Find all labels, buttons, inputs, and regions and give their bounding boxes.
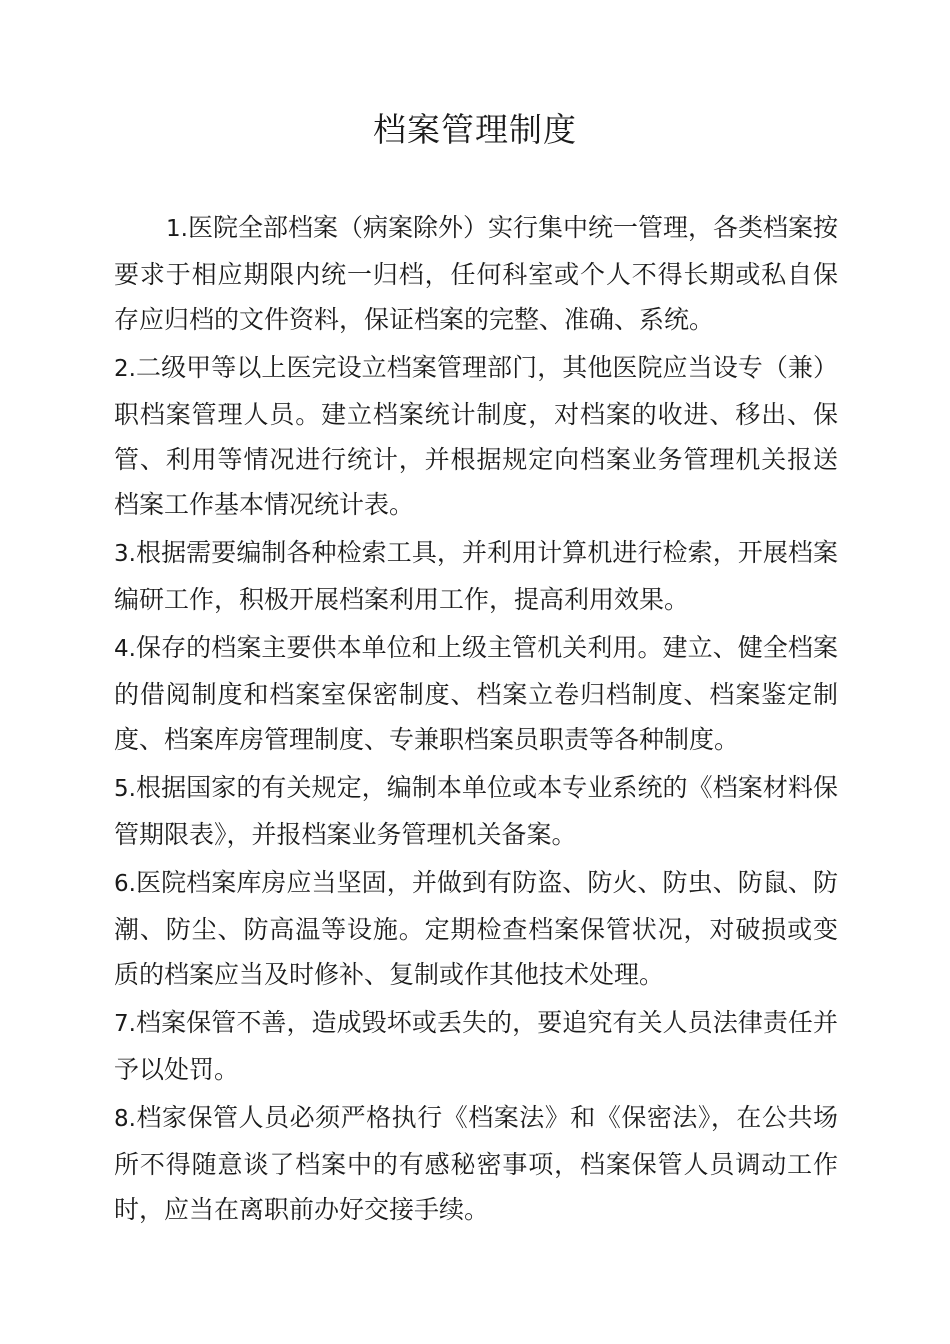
document-title: 档案管理制度	[373, 110, 577, 149]
paragraph-8	[114, 1095, 838, 1232]
paragraph-7	[114, 1000, 838, 1092]
paragraph-text: 医院档案库房应当坚固，并做到有防盗、防火、防虫、防鼠、防潮、防尘、防高温等设施。定期检查档案保管状况，对破损或变质的档案应当及时修补、复制或作其他技术处理。	[114, 868, 838, 989]
paragraph-text: 医院全部档案（病案除外）实行集中统一管理，各类档案按要求于相应期限内统一归档，任何科室或个人不得长期或私自保存应归档的文件资料，保证档案的完整、准确、系统。	[114, 213, 838, 334]
paragraph-number: 5.	[114, 776, 136, 802]
paragraph-1	[114, 205, 838, 342]
paragraph-text: 保存的档案主要供本单位和上级主管机关利用。建立、健全档案的借阅制度和档案室保密制度、档案立卷归档制度、档案鉴定制度、档案库房管理制度、专兼职档案员职责等各种制度。	[114, 633, 838, 754]
paragraph-number: 1.	[166, 216, 188, 242]
paragraph-3	[114, 530, 838, 622]
paragraph-text: 二级甲等以上医完设立档案管理部门，其他医院应当设专（兼） 职档案管理人员。建立档案统计制度，对档案的收进、移出、保 管、利用等情况进行统计，并根据规定向档案业务管理机关报送 档案工作基本情况统计表。	[114, 353, 838, 519]
paragraph-text: 档家保管人员必须严格执行《档案法》和《保密法》，在公共场所不得随意谈了档案中的有感秘密事项，档案保管人员调动工作时，应当在离职前办好交接手续。	[114, 1103, 838, 1224]
paragraph-text: 档案保管不善，造成毁坏或丢失的，要追究有关人员法律责任并予以处罚。	[114, 1008, 838, 1084]
paragraph-2	[114, 345, 838, 527]
paragraph-number: 6.	[114, 871, 136, 897]
paragraph-number: 2.	[114, 356, 136, 382]
paragraph-number: 7.	[114, 1011, 136, 1037]
document-body	[114, 205, 838, 1235]
paragraph-text: 根据国家的有关规定，编制本单位或本专业系统的《档案材料保管期限表》，并报档案业务管理机关备案。	[114, 773, 838, 849]
paragraph-number: 8.	[114, 1106, 136, 1132]
paragraph-number: 3.	[114, 541, 136, 567]
paragraph-6	[114, 860, 838, 997]
paragraph-4	[114, 625, 838, 762]
paragraph-5	[114, 765, 838, 857]
paragraph-text: 根据需要编制各种检索工具，并利用计算机进行检索，开展档案编研工作，积极开展档案利用工作，提高利用效果。	[114, 538, 838, 614]
paragraph-number: 4.	[114, 636, 136, 662]
